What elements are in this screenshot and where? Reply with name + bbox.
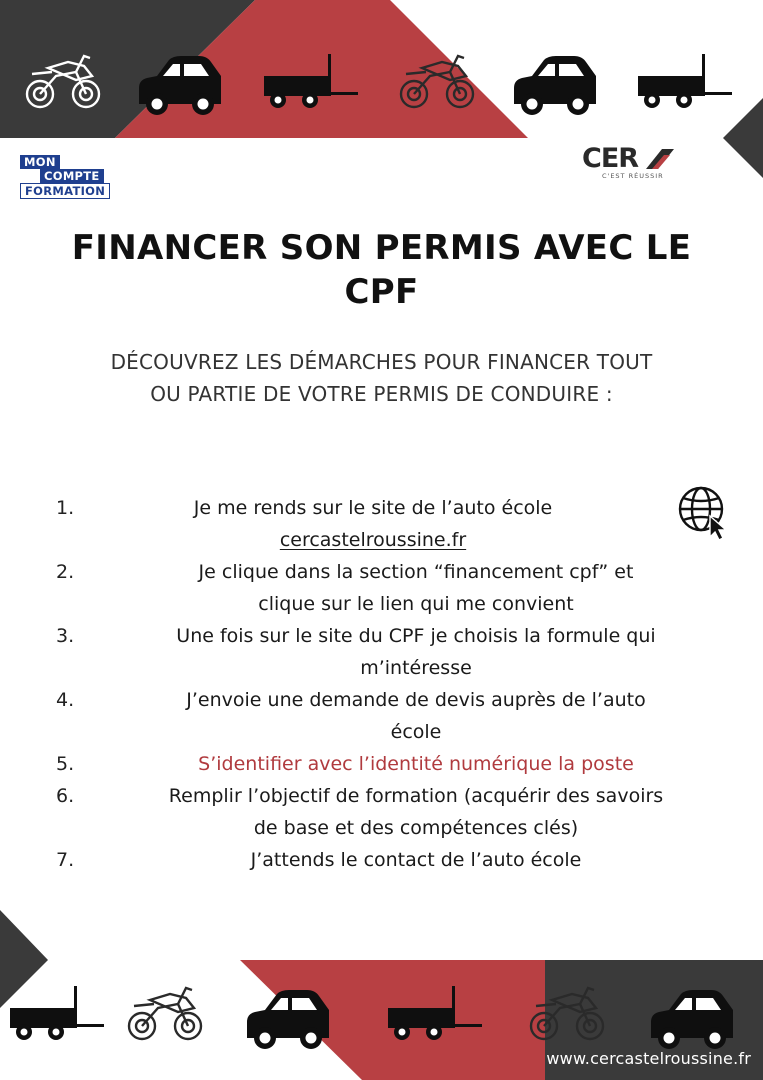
step-text: [96, 844, 736, 876]
step-line: de base et des compétences clés): [253, 817, 579, 839]
cer-flag-icon: [640, 147, 674, 171]
website-link[interactable]: cercastelroussine.fr: [279, 529, 467, 551]
subtitle-line: DÉCOUVREZ LES DÉMARCHES POUR FINANCER TOUT: [110, 350, 653, 374]
steps-list: [56, 492, 736, 876]
page-title: FINANCER SON PERMIS AVEC LE CPF: [71, 228, 692, 312]
subtitle-line: OU PARTIE DE VOTRE PERMIS DE CONDUIRE :: [150, 382, 613, 406]
trailer-icon: [10, 986, 104, 1040]
step-text: [96, 684, 736, 748]
cer-tagline: C'EST RÉUSSIR: [602, 172, 664, 180]
cer-logo-text: CER: [582, 143, 639, 174]
step-line: J’envoie une demande de devis auprès de l’auto: [186, 689, 646, 711]
step-number: 5.: [56, 753, 75, 775]
subtitle: [40, 346, 723, 410]
step-number: 4.: [56, 689, 75, 711]
list-item: [56, 620, 736, 684]
step-line: Je me rends sur le site de l’auto école: [193, 497, 553, 519]
car-icon: [514, 56, 596, 115]
cer-logo: [582, 143, 682, 183]
step-line: Une fois sur le site du CPF je choisis la formule qui: [176, 625, 656, 647]
step-number: 1.: [56, 497, 75, 519]
motorcycle-icon: [129, 988, 201, 1039]
list-item: [56, 492, 736, 556]
step-text: [96, 748, 736, 780]
list-item: [56, 844, 736, 876]
step-line: Remplir l’objectif de formation (acquérir des savoirs: [168, 785, 664, 807]
step-line: J’attends le contact de l’auto école: [250, 849, 582, 871]
step-number: 7.: [56, 849, 75, 871]
step-line: école: [390, 721, 442, 743]
step-number: 6.: [56, 785, 75, 807]
list-item: [56, 748, 736, 780]
step-text: [96, 780, 736, 844]
trailer-icon: [638, 54, 732, 108]
footer-url: www.cercastelroussine.fr: [546, 1049, 751, 1068]
car-icon: [247, 990, 329, 1049]
mon-compte-formation-logo: [20, 155, 110, 199]
logo-word: FORMATION: [20, 183, 110, 199]
list-item: [56, 556, 736, 620]
step-text: [96, 620, 736, 684]
globe-cursor-icon: [676, 484, 732, 540]
step-text: [96, 492, 736, 556]
step-line: m’intéresse: [360, 657, 472, 679]
step-line: clique sur le lien qui me convient: [258, 593, 574, 615]
step-line: S’identifier avec l’identité numérique la poste: [198, 753, 634, 775]
logo-word: COMPTE: [40, 169, 104, 183]
step-text: [96, 556, 736, 620]
list-item: [56, 684, 736, 748]
step-line: Je clique dans la section “financement cpf” et: [198, 561, 634, 583]
list-item: [56, 780, 736, 844]
logo-word: MON: [20, 155, 60, 169]
step-number: 2.: [56, 561, 75, 583]
step-number: 3.: [56, 625, 75, 647]
